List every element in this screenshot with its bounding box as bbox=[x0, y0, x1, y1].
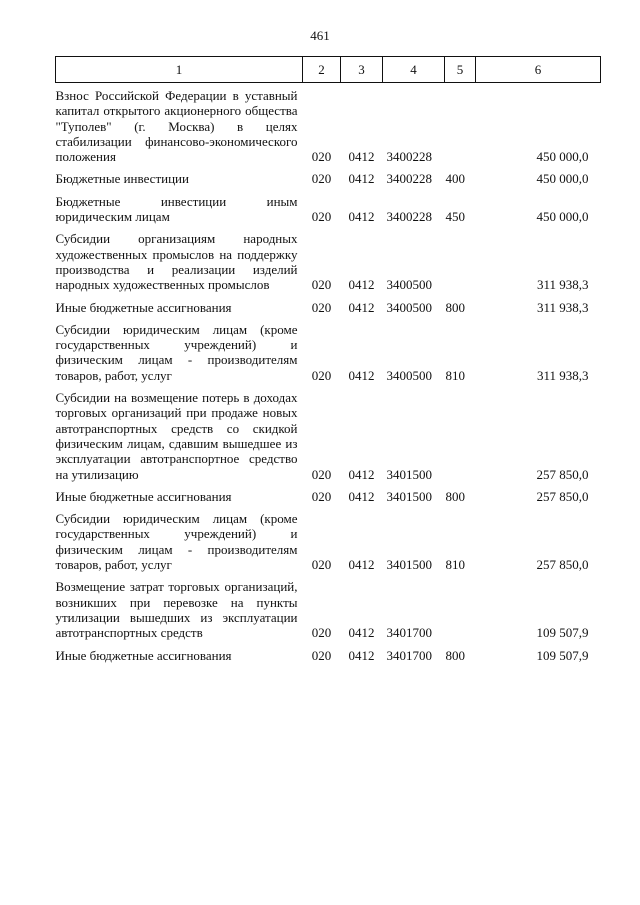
table-row bbox=[56, 648, 601, 663]
row-section-code: 0412 bbox=[348, 466, 375, 482]
row-expense-type bbox=[445, 579, 476, 640]
row-section-code: 0412 bbox=[348, 299, 375, 315]
row-name: Иные бюджетные ассигнования bbox=[55, 647, 232, 663]
page-number: 461 bbox=[310, 28, 330, 43]
table-row bbox=[56, 300, 601, 315]
table-row bbox=[56, 231, 601, 292]
row-amount: 450 000,0 bbox=[536, 149, 589, 165]
table-row bbox=[56, 171, 601, 186]
row-section-code: 0412 bbox=[348, 171, 375, 187]
budget-table bbox=[55, 56, 601, 663]
row-ministry-code: 020 bbox=[311, 625, 332, 641]
row-name: Субсидии на возмещение потерь в доходах торговых организаций при продаже новых автотранспортных средств со скидкой физическим лицам, сдавшим вышедшее из эксплуатации автотранспортное средство на утилизацию bbox=[55, 390, 298, 482]
header-col-5: 5 bbox=[445, 57, 476, 83]
row-ministry-code: 020 bbox=[311, 488, 332, 504]
row-name: Субсидии юридическим лицам (кроме государственных учреждений) и физическим лицам - производителям товаров, работ, услуг bbox=[55, 321, 298, 383]
header-col-2: 2 bbox=[303, 57, 341, 83]
row-ministry-code: 020 bbox=[311, 557, 332, 573]
row-amount: 450 000,0 bbox=[536, 171, 589, 187]
row-amount: 257 850,0 bbox=[536, 557, 589, 573]
row-target-code: 3400500 bbox=[386, 367, 432, 383]
row-name: Субсидии юридическим лицам (кроме государственных учреждений) и физическим лицам - производителям товаров, работ, услуг bbox=[55, 511, 298, 573]
row-section-code: 0412 bbox=[348, 557, 375, 573]
row-ministry-code: 020 bbox=[311, 149, 332, 165]
row-ministry-code: 020 bbox=[311, 171, 332, 187]
header-row bbox=[56, 57, 601, 83]
row-target-code: 3400500 bbox=[386, 277, 432, 293]
row-section-code: 0412 bbox=[348, 209, 375, 225]
row-target-code: 3400228 bbox=[386, 149, 432, 165]
row-ministry-code: 020 bbox=[311, 277, 332, 293]
row-expense-type bbox=[445, 83, 476, 165]
row-name: Взнос Российской Федерации в уставный капитал открытого акционерного общества "Туполев" (г. Москва) в целях стабилизации финансово-экономического положения bbox=[55, 88, 298, 165]
row-name: Возмещение затрат торговых организаций, возникших при перевозке на пункты утилизации вышедших из эксплуатации автотранспортных средств bbox=[55, 579, 298, 641]
row-amount: 311 938,3 bbox=[536, 299, 589, 315]
table-row bbox=[56, 322, 601, 383]
row-ministry-code: 020 bbox=[311, 466, 332, 482]
row-expense-type: 810 bbox=[445, 557, 465, 573]
row-amount: 450 000,0 bbox=[536, 209, 589, 225]
row-amount: 109 507,9 bbox=[536, 647, 589, 663]
row-target-code: 3401500 bbox=[386, 488, 432, 504]
row-expense-type: 800 bbox=[445, 299, 465, 315]
row-name: Субсидии организациям народных художественных промыслов на поддержку производства и реализации изделий народных художественных промыслов bbox=[55, 231, 298, 293]
row-expense-type: 400 bbox=[445, 171, 465, 187]
row-target-code: 3400228 bbox=[386, 209, 432, 225]
row-expense-type: 800 bbox=[445, 647, 465, 663]
row-ministry-code: 020 bbox=[311, 647, 332, 663]
row-section-code: 0412 bbox=[348, 367, 375, 383]
row-target-code: 3401700 bbox=[386, 647, 432, 663]
row-target-code: 3400500 bbox=[386, 299, 432, 315]
row-expense-type: 450 bbox=[445, 209, 465, 225]
row-expense-type bbox=[445, 390, 476, 482]
row-target-code: 3401500 bbox=[386, 557, 432, 573]
header-col-4: 4 bbox=[383, 57, 445, 83]
header-col-1: 1 bbox=[56, 57, 303, 83]
header-col-6: 6 bbox=[476, 57, 601, 83]
row-section-code: 0412 bbox=[348, 488, 375, 504]
row-ministry-code: 020 bbox=[311, 299, 332, 315]
row-amount: 109 507,9 bbox=[536, 625, 589, 641]
table-row bbox=[56, 511, 601, 572]
row-expense-type bbox=[445, 231, 476, 292]
row-target-code: 3401700 bbox=[386, 625, 432, 641]
row-ministry-code: 020 bbox=[311, 209, 332, 225]
table-row bbox=[56, 194, 601, 225]
row-target-code: 3401500 bbox=[386, 466, 432, 482]
row-amount: 311 938,3 bbox=[536, 367, 589, 383]
table-row bbox=[56, 390, 601, 482]
row-section-code: 0412 bbox=[348, 625, 375, 641]
row-amount: 257 850,0 bbox=[536, 488, 589, 504]
row-expense-type: 800 bbox=[445, 488, 465, 504]
row-name: Иные бюджетные ассигнования bbox=[55, 488, 232, 504]
row-section-code: 0412 bbox=[348, 277, 375, 293]
table-row bbox=[56, 489, 601, 504]
row-target-code: 3400228 bbox=[386, 171, 432, 187]
row-amount: 257 850,0 bbox=[536, 466, 589, 482]
table-row bbox=[56, 579, 601, 640]
row-amount: 311 938,3 bbox=[536, 277, 589, 293]
row-section-code: 0412 bbox=[348, 647, 375, 663]
row-expense-type: 810 bbox=[445, 367, 465, 383]
row-name: Бюджетные инвестиции иным юридическим лицам bbox=[55, 193, 298, 225]
row-section-code: 0412 bbox=[348, 149, 375, 165]
header-col-3: 3 bbox=[341, 57, 383, 83]
row-name: Иные бюджетные ассигнования bbox=[55, 299, 232, 315]
row-ministry-code: 020 bbox=[311, 367, 332, 383]
row-name: Бюджетные инвестиции bbox=[55, 171, 189, 187]
table-row bbox=[56, 83, 601, 165]
